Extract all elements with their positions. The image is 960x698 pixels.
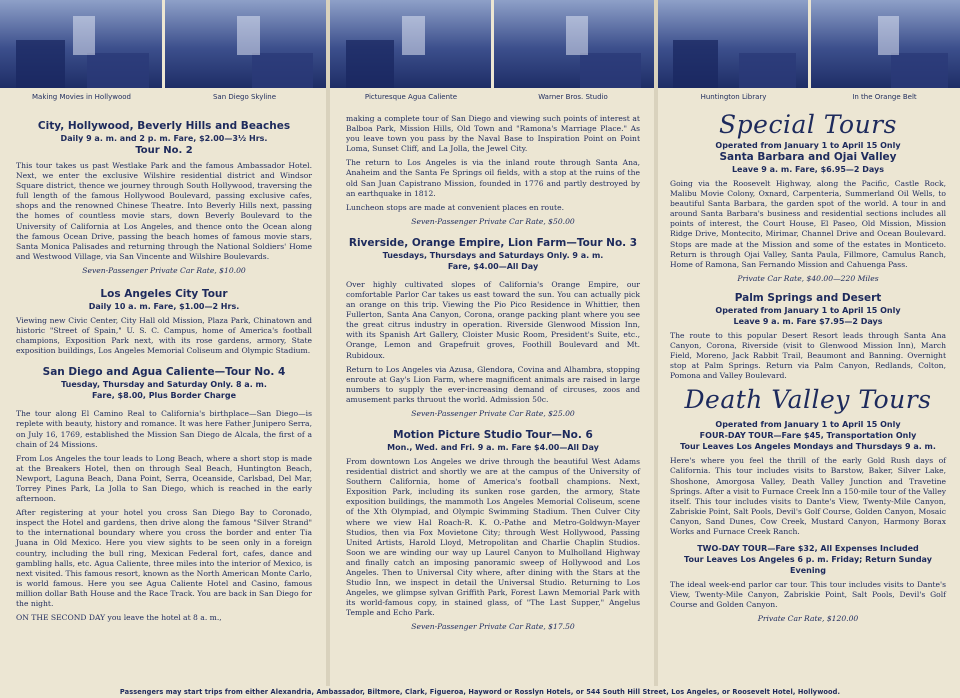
tour-title: Palm Springs and Desert <box>734 291 882 304</box>
tour-fare: Fare, $4.00—All Day <box>447 261 539 271</box>
tour-description: ON THE SECOND DAY you leave the hotel at 8 a. m., <box>16 613 222 623</box>
brochure-panel-right <box>658 0 960 686</box>
tour-description: From downtown Los Angeles we drive through the beautiful West Adams residential district and shortly we are at the campus of the University of Southern California, home of America's football champions. Next, Exposition Park, including its sunken rose garden, the armory, State exposition buildings, the mammoth Los Angeles Memorial Coliseum, scene of the Xth Olympiad, and Olympic Swimming Stadium. Then Culver City where we view Hal Roach-R. K. O.-Pathe and Metro-Goldwyn-Mayer Studios, then via Fox Movietone City; through West Hollywood, Passing United Artists, Harold Lloyd, Metropolitan and Charlie Chaplin Studios. Soon we are winding our way up Laurel Canyon to Mulholland Highway and finally catch an imposing panoramic sweep of Hollywood and Los Angeles. Then to Universal City where, after dining with the Stars at the Studio Inn, we inspect in detail the Universal Studio. Returning to Los Angeles, we glimpse sylvan Griffith Park, Forest Lawn Memorial Park with its world-famous copy, in stained glass, of "The Last Supper," Angelus Temple and Echo Park. <box>346 456 640 618</box>
photo-captions <box>330 88 654 104</box>
tour-title: Santa Barbara and Ojai Valley <box>719 151 897 163</box>
photo-huntington-library <box>658 0 808 88</box>
tour-schedule: Tuesday, Thursday and Saturday Only. 8 a. m. <box>61 380 267 390</box>
tour-description: Going via the Roosevelt Highway, along the Pacific, Castle Rock, Malibu Movie Colony, Oxnard, Carpenteria, Summerland Oil Wells, to beautiful Santa Barbara, the garden spot of the world. A tour in and around Santa Barbara's business and residential sections includes all points of interest, the Court House, El Paseo, Old Mission, Mission Ridge Drive, Montecito, Mirimar, Channel Drive and Ocean Boulevard. Stops are made at the Mission and some of the estates in Monticeto. Return is through Ojai Valley, Santa Paula, Fillmore, Camulus Ranch, Home of Ramona, San Fernando Mission and Cahuenga Pass. <box>670 179 946 269</box>
caption: In the Orange Belt <box>852 93 917 101</box>
tour-schedule: Leave 9 a. m. Fare, $6.95—2 Days <box>731 165 885 174</box>
tour-title: Motion Picture Studio Tour—No. 6 <box>393 428 593 441</box>
photo-orange-belt <box>811 0 960 88</box>
two-day-departure: Tour Leaves Los Angeles 6 p. m. Friday; Return Sunday Evening <box>684 555 932 576</box>
tour-rate: Private Car Rate, $40.00—220 Miles <box>737 273 879 283</box>
tour-description: The route to this popular Desert Resort leads through Santa Ana Canyon, Corona, Riverside (visit to Glenwood Mission Inn), March Field, Moreno, Jack Rabbit Trail, Beaumont and Banning. Overnight stop at Palm Springs. Return via Palm Canyon, Redlands, Colton, Pomona and Valley Boulevard. <box>670 330 946 381</box>
tour-schedule: Daily 9 a. m. and 2 p. m. Fare, $2.00—3½ Hrs. <box>60 134 268 143</box>
caption: Warner Bros. Studio <box>538 93 608 101</box>
two-day-tour: TWO-DAY TOUR—Fare $32, All Expenses Included <box>697 544 919 554</box>
tour-description: The return to Los Angeles is via the inland route through Santa Ana, Anaheim and the Santa Fe Springs oil fields, with a stop at the ruins of the old San Juan Capistrano Mission, founded in 1776 and partly destroyed by an earthquake in 1812. <box>346 158 640 198</box>
tour-rate: Seven-Passenger Private Car Rate, $50.00 <box>411 216 575 226</box>
tour-description: This tour takes us past Westlake Park and the famous Ambassador Hotel. Next, we enter the exclusive Wilshire residential district and Windsor Square district, thence we journey through South Hollywood, traversing the full length of the famous Hollywood Boulevard, passing exclusive cafes, shops and the renowned Chinese Theatre. Into Beverly Hills next, passing the homes of countless movie stars, down Beverly Boulevard to the University of California at Los Angeles, and thence onto the Ocean along the famous Ocean Drive, passing the beach homes of famous movie stars, Santa Monica Palisades and returning through the National Soldiers' Home and Westwood Village, via San Vincente and Wilshire Boulevards. <box>16 161 312 261</box>
tour-schedule: Leave 9 a. m. Fare $7.95—2 Days <box>733 316 883 326</box>
tour-description: Viewing new Civic Center, City Hall old Mission, Plaza Park, Chinatown and historic "Street of Spain," U. S. C. Campus, home of America's football champions, Exposition Park next, with its rose gardens, armory, State exposition buildings, Los Angeles Memorial Coliseum and Olympic Stadium. <box>16 315 312 356</box>
tour-description: From Los Angeles the tour leads to Long Beach, where a short stop is made at the Breakers Hotel, then on through Seal Beach, Huntington Beach, Newport, Laguna Beach, Dana Point, Serra, Oceanside, Carlsbad, Del Mar, Torrey Pines Park, La Jolla to San Diego, which is reached in the early afternoon. <box>16 453 312 504</box>
special-tours-heading: Special Tours <box>719 110 897 139</box>
tour-description: making a complete tour of San Diego and viewing such points of interest at Balboa Park, Mission Hills, Old Town and "Ramona's Marriage Place." As you leave town you pass by the Naval Base to Inspiration Point on Point Loma, Sunset Cliff, and La Jolla, the Jewel City. <box>346 114 640 154</box>
tour-title: San Diego and Agua Caliente—Tour No. 4 <box>42 366 286 379</box>
tour-rate: Seven-Passenger Private Car Rate, $25.00 <box>411 408 575 418</box>
tour-description: Here's where you feel the thrill of the early Gold Rush days of California. This tour includes visits to Barstow, Baker, Silver Lake, Shoshone, Amorgosa Valley, Death Valley Junction and Travetine Springs. After a visit to Furnace Creek Inn a 150-mile tour of the Valley itself. This tour includes visits to Dante's View, Twenty-Mile Canyon, Zabriskie Point, Salt Pools, Devil's Golf Course, Golden Canyon, Mosaic Canyon, Sand Dunes, Cow Creek, Mustard Canyon, Harmony Borax Works and Furnace Creek Ranch. <box>670 456 946 536</box>
footer-note: Passengers may start trips from either Alexandria, Ambassador, Biltmore, Clark, Figueroa, Hayword or Rosslyn Hotels, or 544 South Hill Street, Los Angeles, or Roosevelt Hotel, Hollywood. <box>0 686 960 698</box>
tour-title: Riverside, Orange Empire, Lion Farm—Tour No. 3 <box>348 236 638 249</box>
photo-warner-bros-studio <box>494 0 655 88</box>
caption: San Diego Skyline <box>212 93 276 101</box>
tour-fare: Fare, $8.00, Plus Border Charge <box>91 391 237 401</box>
caption: Picturesque Agua Caliente <box>364 93 458 101</box>
photo-captions <box>658 88 960 104</box>
tour-rate: Seven-Passenger Private Car Rate, $17.50 <box>411 622 575 632</box>
tour-title: City, Hollywood, Beverly Hills and Beaches <box>37 120 291 132</box>
tour-title: Los Angeles City Tour <box>100 287 228 300</box>
tour-period: Operated from January 1 to April 15 Only <box>715 420 901 430</box>
four-day-tour: FOUR-DAY TOUR—Fare $45, Transportation Only <box>699 431 917 441</box>
photo-agua-caliente <box>330 0 491 88</box>
tour-description: After registering at your hotel you cross San Diego Bay to Coronado, inspect the Hotel and gardens, then drive along the famous "Silver Strand" to the international boundary where you cross the border and enter Tia Juana in Old Mexico. Here you view sights to be seen only in a foreign country, including the bull ring, Mexican Federal fort, cafes, dance and gambling halls, etc. Agua Caliente, three miles into the interior of Mexico, is next visited. This famous resort, known as the North American Monte Carlo, is world famous. Here you see Agua Caliente Hotel and Casino, famous million dollar Bath House and the Race Track. You are back in San Diego for the night. <box>16 508 312 608</box>
tour-description: The tour along El Camino Real to California's birthplace—San Diego—is replete with beauty, history and romance. It was here Father Junipero Serra, on July 16, 1769, established the Mission San Diego de Alcala, the first of a chain of 24 Missions. <box>16 409 312 449</box>
tour-number: Tour No. 2 <box>135 145 193 156</box>
tour-rate: Seven-Passenger Private Car Rate, $10.00 <box>82 265 246 275</box>
tour-schedule: Mon., Wed. and Fri. 9 a. m. Fare $4.00—All Day <box>387 442 599 452</box>
caption: Making Movies in Hollywood <box>32 93 131 101</box>
photo-strip <box>330 0 654 88</box>
tour-description: Luncheon stops are made at convenient places en route. <box>346 202 564 212</box>
tour-period: Operated from January 1 to April 15 Only <box>715 305 901 315</box>
photo-captions <box>0 88 326 104</box>
brochure-panel-middle <box>330 0 654 686</box>
tour-period: Operated from January 1 to April 15 Only <box>715 141 901 150</box>
tour-schedule: Tuesdays, Thursdays and Saturdays Only. 9 a. m. <box>382 250 604 260</box>
four-day-departure: Tour Leaves Los Angeles Mondays and Thursdays 9 a. m. <box>680 442 936 452</box>
tour-rate: Private Car Rate, $120.00 <box>757 614 859 624</box>
photo-san-diego-skyline <box>165 0 327 88</box>
photo-making-movies <box>0 0 162 88</box>
tour-schedule: Daily 10 a. m. Fare, $1.00—2 Hrs. <box>88 301 240 311</box>
tour-description: Over highly cultivated slopes of California's Orange Empire, our comfortable Parlor Car takes us east toward the sun. You can actually pick an orange on this trip. Viewing the Pio Pico Residence in Whittier, then Fullerton, Santa Ana Canyon, Corona, orange packing plant where you see the great citrus industry in operation. Riverside Glenwood Mission Inn, with its Spanish Art Gallery, Cloister Music Room, President's Suite, etc., Orange, Lemon and Grapefruit groves, Foothill Boulevard and Mt. Rubidoux. <box>346 279 640 360</box>
tour-description: The ideal week-end parlor car tour. This tour includes visits to Dante's View, Twenty-Mile Canyon, Zabriskie Point, Salt Pools, Devil's Golf Course and Golden Canyon. <box>670 580 946 610</box>
caption: Huntington Library <box>700 93 767 101</box>
photo-strip <box>658 0 960 88</box>
photo-strip <box>0 0 326 88</box>
death-valley-heading: Death Valley Tours <box>684 385 932 415</box>
brochure-panel-left <box>0 0 326 686</box>
tour-description: Return to Los Angeles via Azusa, Glendora, Covina and Alhambra, stopping enroute at Gay's Lion Farm, where magnificent animals are raised in large numbers to supply the ever-increasing demand of circuses, zoos and amusement parks thruout the world. Admission 50c. <box>346 364 640 404</box>
